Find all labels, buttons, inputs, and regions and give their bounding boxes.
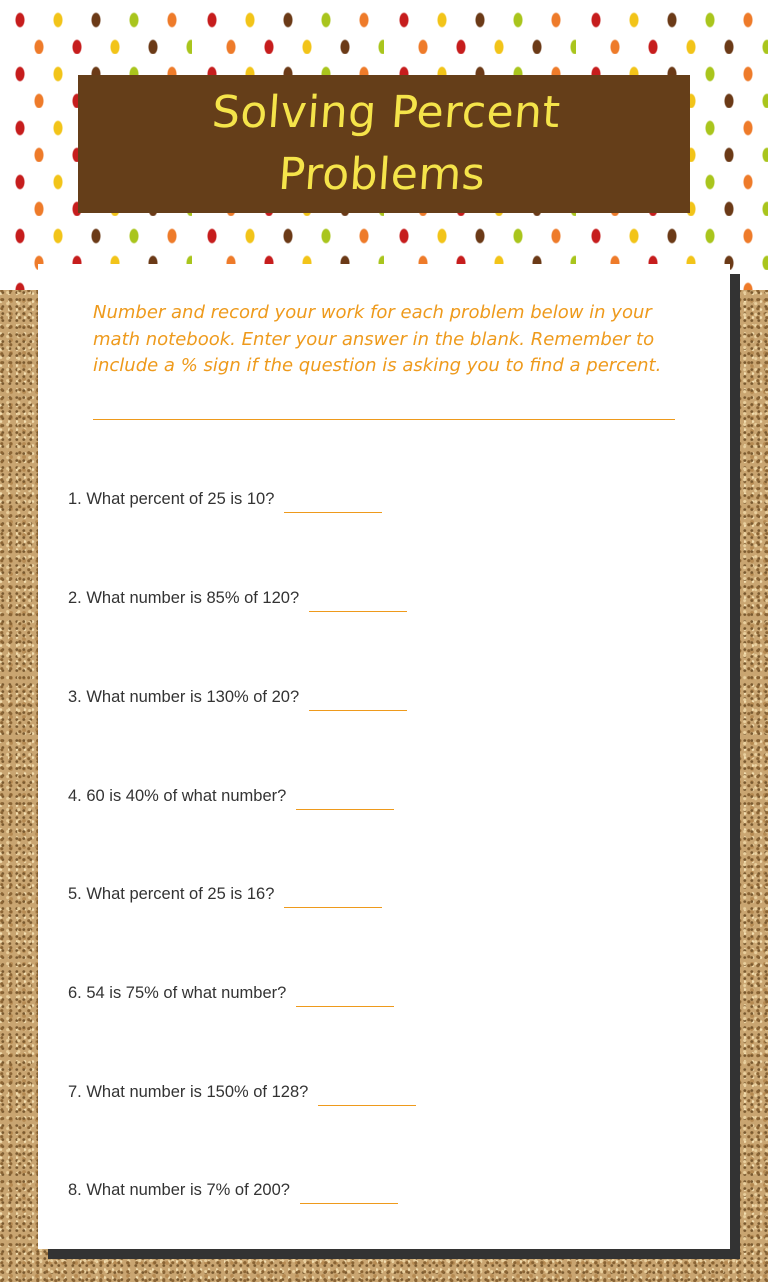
answer-blank-7[interactable] [318,1089,416,1106]
answer-blank-6[interactable] [296,990,394,1007]
question-3 [68,688,407,707]
question-label: 1. What percent of 25 is 10? [68,490,275,508]
question-1 [68,490,382,509]
instructions-text: Number and record your work for each problem below in your math notebook. Enter your answer in the blank. Remember to include a % sign if the question is asking you to find a percent. [93,302,662,376]
page-title: Solving Percent Problems [210,87,563,200]
question-2 [68,589,407,608]
question-label: 5. What percent of 25 is 16? [68,885,275,903]
instructions-divider [93,419,675,420]
worksheet-paper [38,264,730,1249]
answer-blank-4[interactable] [296,793,394,810]
answer-blank-8[interactable] [300,1187,398,1204]
question-label: 7. What number is 150% of 128? [68,1083,309,1101]
question-label: 8. What number is 7% of 200? [68,1181,290,1199]
answer-blank-2[interactable] [309,595,407,612]
question-label: 2. What number is 85% of 120? [68,589,300,607]
question-label: 6. 54 is 75% of what number? [68,984,287,1002]
answer-blank-3[interactable] [309,694,407,711]
question-label: 4. 60 is 40% of what number? [68,787,287,805]
answer-blank-1[interactable] [284,496,382,513]
question-8 [68,1181,398,1200]
question-6 [68,984,394,1003]
question-label: 3. What number is 130% of 20? [68,688,300,706]
question-5 [68,885,382,904]
title-box [78,75,690,213]
answer-blank-5[interactable] [284,891,382,908]
question-7 [68,1083,416,1102]
question-4 [68,787,394,806]
